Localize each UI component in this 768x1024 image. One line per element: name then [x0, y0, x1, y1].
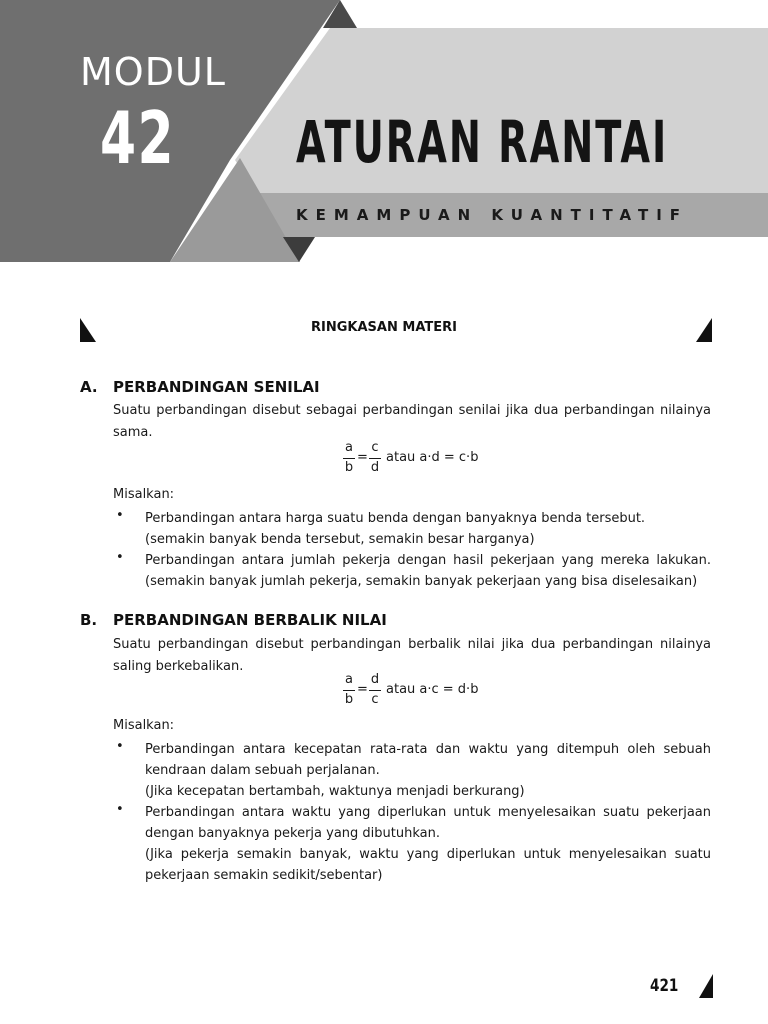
section-b-formula: [343, 672, 543, 712]
formula-numerator: d: [370, 672, 380, 687]
formula-numerator: a: [345, 672, 353, 687]
modul-number: 42: [100, 96, 176, 180]
bullet: •: [116, 802, 124, 817]
bullet: •: [116, 550, 124, 565]
fraction-bar: [343, 458, 355, 459]
formula-denominator: d: [370, 460, 380, 475]
fraction-bar: [343, 690, 355, 691]
bullet: •: [116, 508, 124, 523]
page-number: 421: [650, 976, 679, 996]
section-b-definition: Suatu perbandingan disebut perbandingan berbalik nilai jika dua perbandingan nilainya saling berkebalikan.: [113, 637, 711, 674]
formula-denominator: b: [344, 692, 354, 707]
list-item-line: Perbandingan antara harga suatu benda dengan banyaknya benda tersebut.: [145, 511, 646, 526]
formula-equivalent: atau a·d = c·b: [386, 450, 479, 465]
list-item: [145, 508, 711, 550]
list-item-line: (semakin banyak jumlah pekerja, semakin banyak pekerjaan yang bisa diselesaikan): [145, 574, 698, 589]
section-a-letter: A.: [80, 378, 98, 396]
summary-heading: RINGKASAN MATERI: [311, 320, 457, 335]
fraction-bar: [369, 690, 381, 691]
list-item-line: dengan banyaknya pekerja yang dibutuhkan.: [145, 826, 440, 841]
section-a-definition: Suatu perbandingan disebut sebagai perbandingan senilai jika dua perbandingan nilainya sama.: [113, 403, 711, 440]
corner-triangle-right-icon: [696, 318, 712, 342]
list-item: [145, 802, 711, 886]
chapter-subtitle: KEMAMPUAN KUANTITATIF: [296, 206, 689, 224]
list-item-line: (Jika kecepatan bertambah, waktunya menjadi berkurang): [145, 784, 525, 799]
section-a-examples-label: Misalkan:: [113, 487, 175, 502]
list-item-line: Perbandingan antara kecepatan rata-rata dan waktu yang ditempuh oleh sebuah: [145, 742, 711, 757]
formula-denominator: b: [344, 460, 354, 475]
section-b-letter: B.: [80, 611, 98, 629]
modul-label: MODUL: [80, 50, 226, 94]
bullet: •: [116, 739, 124, 754]
list-item-line: Perbandingan antara waktu yang diperlukan untuk menyelesaikan suatu pekerjaan: [145, 805, 711, 820]
formula-denominator: c: [371, 692, 379, 707]
chapter-title: ATURAN RANTAI: [296, 108, 669, 176]
equals-sign: =: [357, 682, 368, 697]
list-item-line: (semakin banyak benda tersebut, semakin besar harganya): [145, 532, 535, 547]
list-item: [145, 739, 711, 802]
list-item-line: kendraan dalam sebuah perjalanan.: [145, 763, 380, 778]
formula-numerator: a: [345, 440, 353, 455]
list-item-line: pekerjaan semakin sedikit/sebentar): [145, 868, 383, 883]
section-b-title: PERBANDINGAN BERBALIK NILAI: [113, 611, 387, 629]
formula-numerator: c: [371, 440, 379, 455]
list-item-line: (Jika pekerja semakin banyak, waktu yang diperlukan untuk menyelesaikan suatu: [145, 847, 711, 862]
list-item: [145, 550, 711, 592]
section-a-title: PERBANDINGAN SENILAI: [113, 378, 320, 396]
section-b-examples-label: Misalkan:: [113, 718, 175, 733]
fraction-bar: [369, 458, 381, 459]
formula-equivalent: atau a·c = d·b: [386, 682, 479, 697]
corner-triangle-right-icon: [699, 974, 713, 998]
equals-sign: =: [357, 450, 368, 465]
section-a-formula: [343, 440, 543, 480]
list-item-line: Perbandingan antara jumlah pekerja dengan hasil pekerjaan yang mereka lakukan.: [145, 553, 711, 568]
